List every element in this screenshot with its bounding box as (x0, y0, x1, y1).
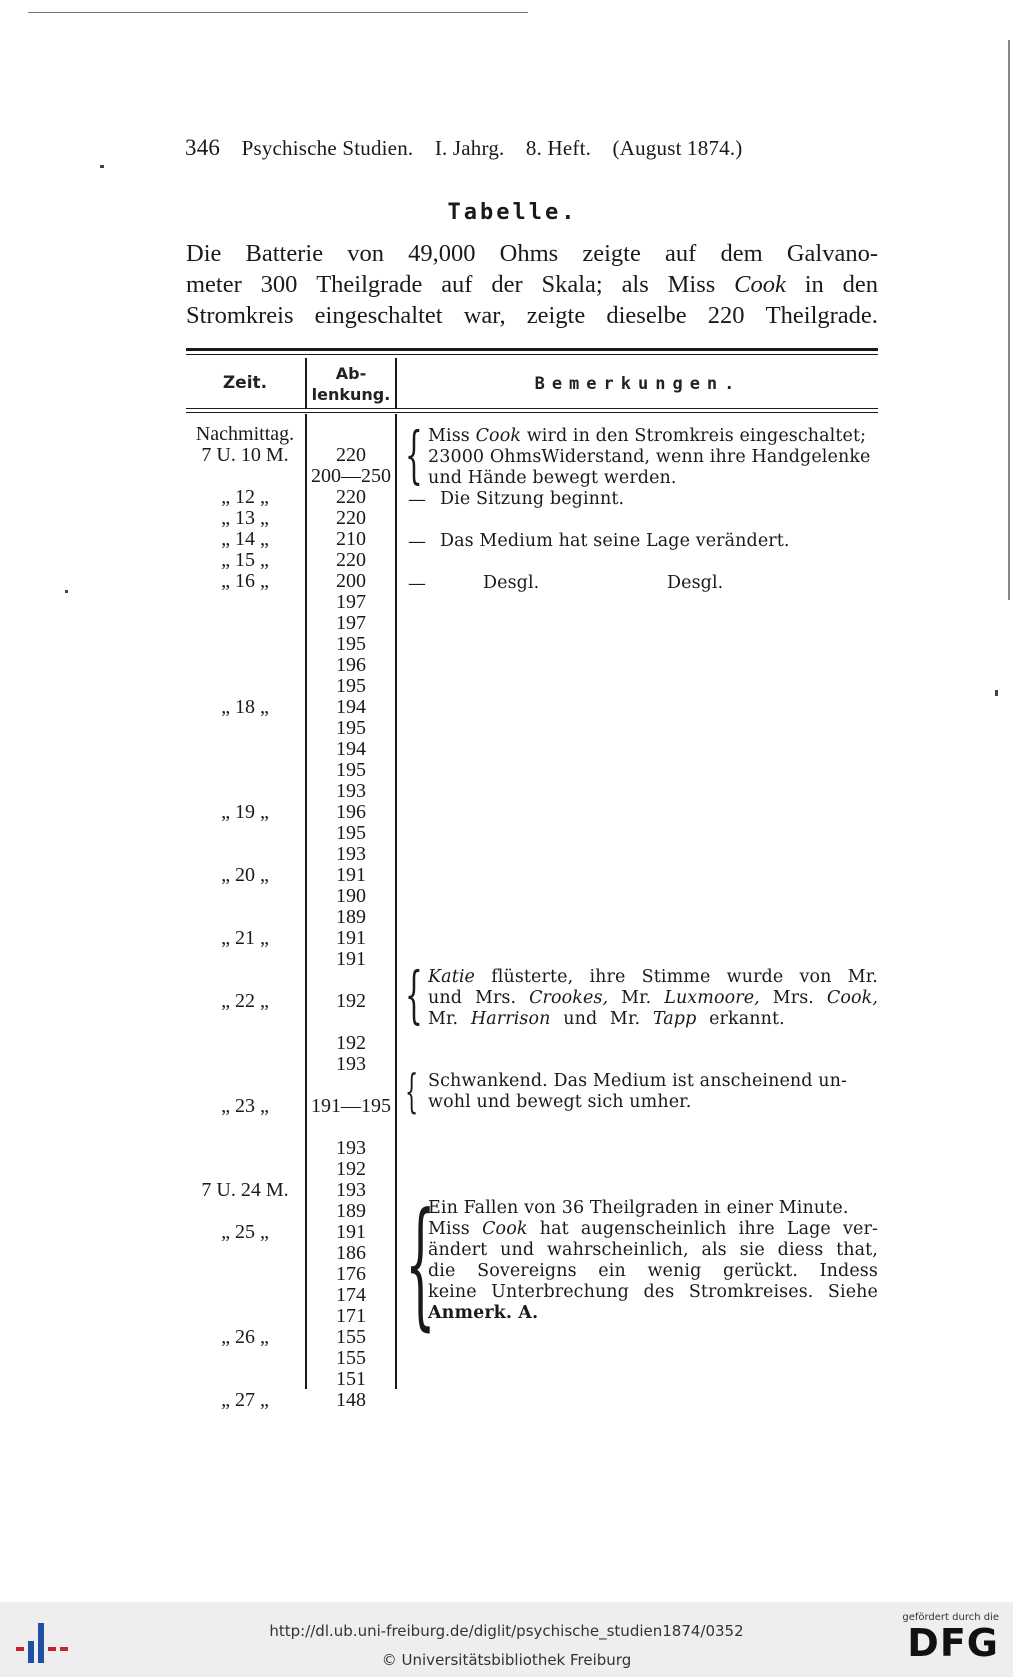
column-divider-1 (305, 358, 307, 408)
row-deflection-value: 191 (336, 948, 366, 970)
remark-word: die (428, 1261, 456, 1281)
scan-edge (28, 12, 528, 13)
intro-word: dieselbe (606, 302, 687, 329)
row-time: „ 27 „ (221, 1389, 269, 1411)
header-bottom-rule (186, 408, 878, 409)
row-time: „ 16 „ (221, 570, 269, 592)
remark-word: ein (598, 1261, 626, 1281)
row-deflection-value: 200—250 (311, 465, 391, 487)
intro-word: eingeschaltet (314, 302, 443, 329)
remark-5-line-3 (428, 1009, 785, 1029)
row-deflection-value: 151 (336, 1368, 366, 1390)
remark-word: ihre (738, 1219, 775, 1239)
row-deflection-value: 191 (336, 1221, 366, 1243)
row-deflection-value: 191 (336, 864, 366, 886)
row-deflection-value: 195 (336, 717, 366, 739)
volume-label: I. Jahrg. (434, 136, 505, 160)
remark-word: flüsterte, (491, 967, 574, 987)
remark-word: diess (777, 1240, 824, 1260)
running-head (185, 135, 759, 161)
document-url-link[interactable]: http://dl.ub.uni-freiburg.de/diglit/psychische_studien1874/0352 (269, 1622, 744, 1640)
dash: — (408, 573, 426, 594)
row-deflection-value: 189 (336, 1200, 366, 1222)
intro-word: in (804, 271, 824, 298)
intro-word: war, (463, 302, 506, 329)
row-deflection-value: 197 (336, 591, 366, 613)
remark-word: ihre (589, 967, 626, 987)
row-deflection-value: 210 (336, 528, 366, 550)
row-deflection-value: 193 (336, 843, 366, 865)
remark-word: Cook, (826, 988, 878, 1008)
dfg-caption: gefördert durch die (902, 1612, 999, 1623)
row-deflection-value: 176 (336, 1263, 366, 1285)
intro-word: auf (665, 240, 697, 267)
row-deflection-value: 192 (336, 1032, 366, 1054)
remark-word: Tapp (652, 1009, 697, 1029)
row-deflection-value: 195 (336, 675, 366, 697)
issue-label: 8. Heft. (525, 136, 592, 160)
dash: — (408, 489, 426, 510)
brace: { (405, 958, 423, 1031)
remark-word: Mr. (621, 988, 652, 1008)
intro-word: Stromkreis (186, 302, 294, 329)
intro-paragraph (186, 238, 878, 331)
scan-speck (995, 690, 998, 696)
column-header-deflection-line2: lenkung. (311, 385, 391, 404)
row-time: „ 25 „ (221, 1221, 269, 1243)
remark-word: Cook (482, 1219, 528, 1239)
row-deflection-value: 191—195 (311, 1095, 391, 1117)
row-deflection-value: 190 (336, 885, 366, 907)
intro-word: den (842, 271, 878, 298)
row-deflection-value: 200 (336, 570, 366, 592)
row-deflection-value: 171 (336, 1305, 366, 1327)
issue-date: (August 1874.) (612, 136, 743, 160)
intro-word: zeigte (526, 302, 586, 329)
row-deflection-value: 193 (336, 1179, 366, 1201)
row-deflection-value: 155 (336, 1347, 366, 1369)
row-deflection-value: 195 (336, 759, 366, 781)
row-deflection-value: 195 (336, 633, 366, 655)
row-time: „ 21 „ (221, 927, 269, 949)
column-header-remarks: Bemerkungen. (534, 374, 742, 394)
remark-word: Indess (819, 1261, 878, 1281)
remark-word: Mrs. (474, 988, 517, 1008)
remark-1-line-3: und Hände bewegt werden. (428, 468, 677, 488)
remark-word: wenig (647, 1261, 702, 1281)
remark-word: ändert (428, 1240, 488, 1260)
table-top-rule (186, 348, 878, 351)
remark-word: keine (428, 1282, 477, 1302)
dfg-logo: DFG (907, 1621, 999, 1665)
remark-word: Mr. (428, 1009, 459, 1029)
remark-word: Mr. (609, 1009, 641, 1029)
remark-word: Stromkreises. (688, 1282, 814, 1302)
remark-word: Sovereigns (477, 1261, 577, 1281)
intro-word: 49,000 (408, 240, 476, 267)
column-header-deflection (306, 363, 396, 405)
intro-word: auf (441, 271, 473, 298)
row-time: „ 23 „ (221, 1095, 269, 1117)
remark-1-line-1: Miss Cook wird in den Stromkreis eingeschaltet; (428, 426, 867, 446)
remark-6-line-2: wohl und bewegt sich umher. (428, 1092, 692, 1112)
row-deflection-value: 194 (336, 738, 366, 760)
row-time: 7 U. 10 M. (201, 444, 289, 466)
row-time: „ 15 „ (221, 549, 269, 571)
row-deflection-value: 148 (336, 1389, 366, 1411)
row-deflection-value: 220 (336, 507, 366, 529)
column-header-time: Zeit. (222, 373, 268, 393)
remark-7-line-6: Anmerk. A. (428, 1303, 539, 1323)
intro-word: 300 (260, 271, 298, 298)
remark-word: Siehe (827, 1282, 878, 1302)
row-time: „ 14 „ (221, 528, 269, 550)
remark-word: Lage (786, 1219, 831, 1239)
remark-word: wahrscheinlich, (546, 1240, 689, 1260)
table-top-rule-thin (186, 354, 878, 355)
row-time: Nachmittag. (195, 423, 295, 445)
row-deflection-value: 194 (336, 696, 366, 718)
remark-word: Mr. (847, 967, 878, 987)
intro-word: der (491, 271, 523, 298)
row-deflection-value: 197 (336, 612, 366, 634)
remark-word: wurde (726, 967, 784, 987)
row-deflection-value: 192 (336, 990, 366, 1012)
row-time: „ 22 „ (221, 990, 269, 1012)
remark-7-line-5 (428, 1282, 878, 1302)
intro-word: Ohms (499, 240, 559, 267)
dash: — (408, 531, 426, 552)
intro-word: dem (720, 240, 763, 267)
row-deflection-value: 220 (336, 486, 366, 508)
intro-word: zeigte (582, 240, 641, 267)
remark-word: Crookes, (529, 988, 609, 1008)
intro-word: meter (186, 271, 242, 298)
row-deflection-value: 195 (336, 822, 366, 844)
remark-word: that, (836, 1240, 878, 1260)
remark-word: von (799, 967, 832, 987)
intro-word: 220 (707, 302, 745, 329)
brace: { (405, 418, 423, 491)
row-time: „ 12 „ (221, 486, 269, 508)
intro-word: Miss (667, 271, 716, 298)
row-deflection-value: 186 (336, 1242, 366, 1264)
remark-word: ver- (843, 1219, 878, 1239)
remark-word: Miss (428, 1219, 470, 1239)
scan-speck (65, 590, 68, 593)
remark-2: Die Sitzung beginnt. (440, 489, 625, 509)
remark-3: Das Medium hat seine Lage verändert. (440, 531, 790, 551)
row-deflection-value: 196 (336, 654, 366, 676)
remark-word: Luxmoore, (664, 988, 760, 1008)
brace: { (405, 1183, 436, 1344)
scan-speck (100, 165, 104, 168)
intro-word: von (347, 240, 384, 267)
remark-word: sie (739, 1240, 765, 1260)
remark-5-line-1 (428, 967, 878, 987)
remark-word: Unterbrechung (491, 1282, 629, 1302)
remark-word: gerückt. (723, 1261, 799, 1281)
remark-word: augenscheinlich (580, 1219, 727, 1239)
copyright-notice: © Universitätsbibliothek Freiburg (381, 1651, 632, 1669)
intro-word: Theilgrade. (765, 302, 878, 329)
scan-edge (1008, 40, 1010, 600)
column-divider-2 (395, 358, 397, 408)
row-time: 7 U. 24 M. (201, 1179, 289, 1201)
remark-4b: Desgl. (667, 573, 724, 593)
remark-word: als (701, 1240, 727, 1260)
remark-word: und (563, 1009, 598, 1029)
table-title: Tabelle. (447, 200, 578, 225)
intro-word: Theilgrade (316, 271, 423, 298)
row-time: „ 13 „ (221, 507, 269, 529)
intro-word: Skala; (541, 271, 603, 298)
intro-word: Galvano- (786, 240, 878, 267)
page-number: 346 (185, 135, 221, 160)
row-time: „ 19 „ (221, 801, 269, 823)
remark-1-line-2: 23000 OhmsWiderstand, wenn ihre Handgelenke (428, 447, 871, 467)
intro-word: Cook (734, 271, 786, 298)
column-header-deflection-line1: Ab- (335, 364, 367, 383)
remark-word: und (500, 1240, 535, 1260)
intro-word: Batterie (245, 240, 324, 267)
row-deflection-value: 174 (336, 1284, 366, 1306)
intro-line (186, 269, 878, 300)
remark-7-line-1: Ein Fallen von 36 Theilgraden in einer Minute. (428, 1198, 849, 1218)
remark-word: und (428, 988, 463, 1008)
remark-5-line-2 (428, 988, 878, 1008)
remark-word: Mrs. (772, 988, 814, 1008)
row-deflection-value: 196 (336, 801, 366, 823)
row-deflection-value: 191 (336, 927, 366, 949)
header-bottom-rule-2 (186, 412, 878, 413)
remark-word: Stimme (641, 967, 711, 987)
row-deflection-value: 155 (336, 1326, 366, 1348)
row-time: „ 26 „ (221, 1326, 269, 1348)
remark-4a: Desgl. (483, 573, 540, 593)
remark-word: Harrison (470, 1009, 551, 1029)
remark-word: erkannt. (709, 1009, 785, 1029)
brace: { (405, 1064, 419, 1118)
remark-7-line-2 (428, 1219, 878, 1239)
row-deflection-value: 192 (336, 1158, 366, 1180)
remark-word: hat (539, 1219, 569, 1239)
remark-7-line-3 (428, 1240, 878, 1260)
intro-line (186, 238, 878, 269)
row-deflection-value: 189 (336, 906, 366, 928)
remark-6-line-1: Schwankend. Das Medium ist anscheinend un- (428, 1071, 848, 1091)
row-deflection-value: 193 (336, 780, 366, 802)
row-deflection-value: 193 (336, 1053, 366, 1075)
remark-word: des (643, 1282, 675, 1302)
remark-7-line-4 (428, 1261, 878, 1281)
intro-word: als (621, 271, 649, 298)
remark-word: Katie (428, 967, 475, 987)
row-deflection-value: 220 (336, 444, 366, 466)
row-time: „ 18 „ (221, 696, 269, 718)
intro-line (186, 300, 878, 331)
row-deflection-value: 220 (336, 549, 366, 571)
intro-word: Die (186, 240, 222, 267)
row-time: „ 20 „ (221, 864, 269, 886)
row-deflection-value: 193 (336, 1137, 366, 1159)
journal-title: Psychische Studien. (241, 136, 414, 160)
